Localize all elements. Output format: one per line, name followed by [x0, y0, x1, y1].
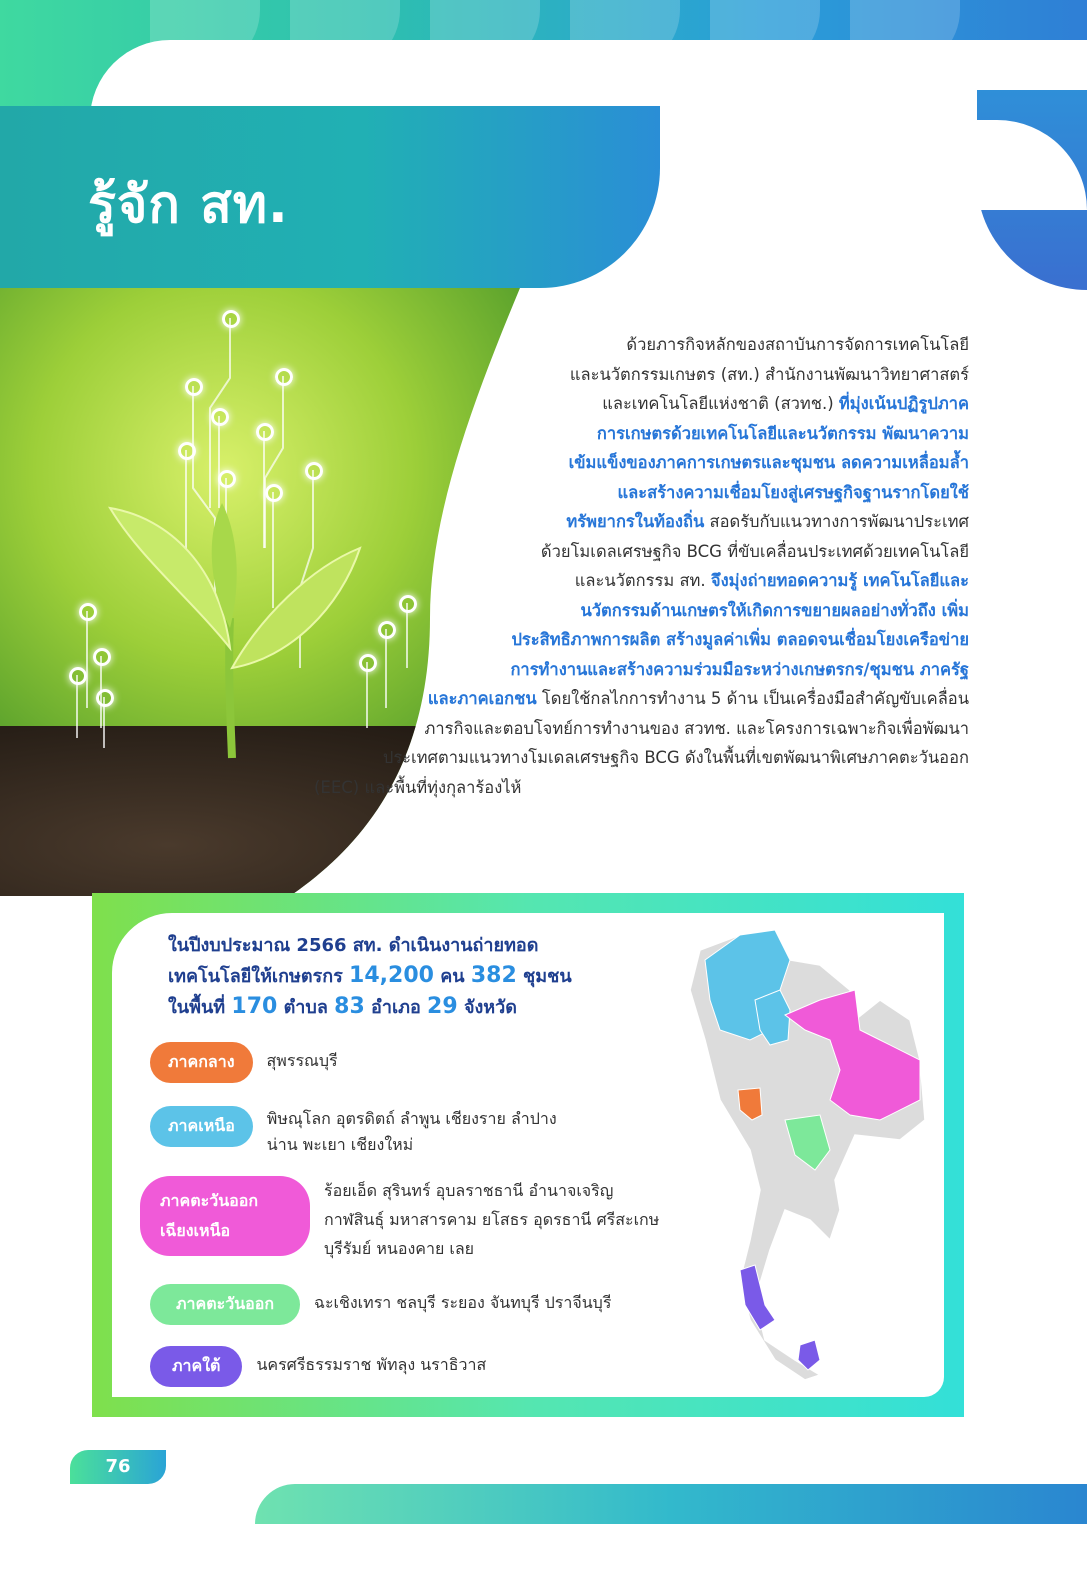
provinces-line: กาฬสินธุ์ มหาสารคาม ยโสธร อุดรธานี ศรีสะเกษ — [324, 1210, 660, 1229]
bottom-decorative-band — [255, 1484, 1087, 1524]
intro-highlight: ทรัพยากรในท้องถิ่น — [566, 512, 705, 531]
region-south — [150, 1346, 486, 1387]
intro-highlight-line: และสร้างความเชื่อมโยงสู่เศรษฐกิจฐานรากโดยใช้ — [617, 482, 969, 502]
intro-highlight: ที่มุ่งเน้นปฏิรูปภาค — [838, 394, 969, 413]
intro-highlight: และภาคเอกชน — [427, 689, 537, 708]
page-title: รู้จัก สท. — [88, 175, 289, 235]
pill-line: ภาคตะวันออก — [160, 1191, 259, 1210]
intro-text: และนวัตกรรม สท. — [574, 571, 711, 590]
provinces-line: ร้อยเอ็ด สุรินทร์ อุบลราชธานี อำนาจเจริญ — [324, 1181, 614, 1200]
intro-line: (EEC) และพื้นที่ทุ่งกุลาร้องไห้ — [314, 777, 522, 797]
map-south — [740, 1265, 775, 1330]
provinces-line: นครศรีธรรมราช พัทลุง นราธิวาส — [256, 1355, 487, 1374]
stats-text: ในพื้นที่ — [168, 997, 232, 1018]
intro-highlight-line: การทำงานและสร้างความร่วมมือระหว่างเกษตรกร/ชุมชน ภาครัฐ — [510, 659, 969, 679]
stats-line — [168, 961, 572, 992]
intro-line — [269, 389, 969, 419]
intro-highlight-line: การเกษตรด้วยเทคโนโลยีและนวัตกรรม พัฒนาความ — [596, 423, 969, 443]
intro-text: โดยใช้กลไกการทำงาน 5 ด้าน เป็นเครื่องมือสำคัญขับเคลื่อน — [536, 689, 969, 708]
region-east — [150, 1284, 611, 1325]
region-pill-south: ภาคใต้ — [150, 1346, 242, 1387]
region-provinces — [256, 1346, 486, 1378]
provinces-line: น่าน พะเยา เชียงใหม่ — [266, 1135, 414, 1154]
intro-line — [269, 507, 969, 537]
stats-text: ตำบล — [277, 997, 335, 1018]
region-pill-northeast — [140, 1176, 310, 1256]
thailand-map — [680, 920, 950, 1380]
intro-line — [269, 566, 969, 596]
provinces-line: ฉะเชิงเทรา ชลบุรี ระยอง จันทบุรี ปราจีนบุรี — [314, 1293, 612, 1312]
intro-text: สอดรับกับแนวทางการพัฒนาประเทศ — [704, 512, 969, 531]
stats-text: อำเภอ — [364, 997, 428, 1018]
intro-line — [269, 684, 969, 714]
provinces-count: 29 — [427, 994, 458, 1019]
intro-highlight-line: เข้มแข็งของภาคการเกษตรและชุมชน ลดความเหลื่อมล้ำ — [568, 453, 969, 472]
region-provinces — [324, 1170, 659, 1263]
provinces-line: พิษณุโลก อุตรดิตถ์ ลำพูน เชียงราย ลำปาง — [266, 1109, 557, 1128]
region-pill-central: ภาคกลาง — [150, 1042, 253, 1083]
intro-text: และเทคโนโลยีแห่งชาติ (สวทช.) — [602, 394, 839, 413]
stats-text: คน — [433, 966, 471, 987]
intro-highlight-line: ประสิทธิภาพการผลิต สร้างมูลค่าเพิ่ม ตลอดจนเชื่อมโยงเครือข่าย — [511, 630, 969, 649]
intro-highlight-line: นวัตกรรมด้านเกษตรให้เกิดการขยายผลอย่างทั่วถึง เพิ่ม — [580, 600, 969, 620]
provinces-line: สุพรรณบุรี — [266, 1051, 338, 1070]
region-north — [150, 1100, 557, 1158]
stats-text: จังหวัด — [457, 997, 517, 1018]
region-northeast — [140, 1170, 659, 1263]
page-number: 76 — [70, 1450, 166, 1484]
districts-count: 83 — [334, 994, 365, 1019]
farmers-count: 14,200 — [349, 963, 434, 988]
subdistricts-count: 170 — [231, 994, 278, 1019]
stats-text: ชุมชน — [516, 966, 572, 987]
region-provinces — [267, 1042, 338, 1074]
stats-text: เทคโนโลยีให้เกษตรกร — [168, 966, 350, 987]
region-provinces — [314, 1284, 611, 1316]
intro-line: ด้วยภารกิจหลักของสถาบันการจัดการเทคโนโลยี — [626, 335, 969, 354]
intro-line: ประเทศตามแนวทางโมเดลเศรษฐกิจ BCG ดังในพื้นที่เขตพัฒนาพิเศษภาคตะวันออก — [382, 748, 969, 767]
intro-highlight: จึงมุ่งถ่ายทอดความรู้ เทคโนโลยีและ — [710, 571, 969, 590]
region-provinces — [267, 1100, 557, 1158]
intro-line: ภารกิจและตอบโจทย์การทำงานของ สวทช. และโครงการเฉพาะกิจเพื่อพัฒนา — [424, 718, 969, 738]
intro-line: ด้วยโมเดลเศรษฐกิจ BCG ที่ขับเคลื่อนประเทศด้วยเทคโนโลยี — [540, 541, 969, 561]
region-pill-north: ภาคเหนือ — [150, 1106, 253, 1147]
region-pill-east: ภาคตะวันออก — [150, 1284, 300, 1325]
communities-count: 382 — [470, 963, 517, 988]
stats-summary — [168, 931, 572, 1023]
intro-paragraph — [269, 330, 969, 802]
pill-line: เฉียงเหนือ — [160, 1221, 231, 1240]
stats-line — [168, 992, 572, 1023]
provinces-line: บุรีรัมย์ หนองคาย เลย — [324, 1239, 475, 1258]
intro-line: และนวัตกรรมเกษตร (สท.) สำนักงานพัฒนาวิทยาศาสตร์ — [569, 364, 969, 384]
region-central — [150, 1042, 338, 1083]
stats-line: ในปีงบประมาณ 2566 สท. ดำเนินงานถ่ายทอด — [168, 935, 539, 956]
